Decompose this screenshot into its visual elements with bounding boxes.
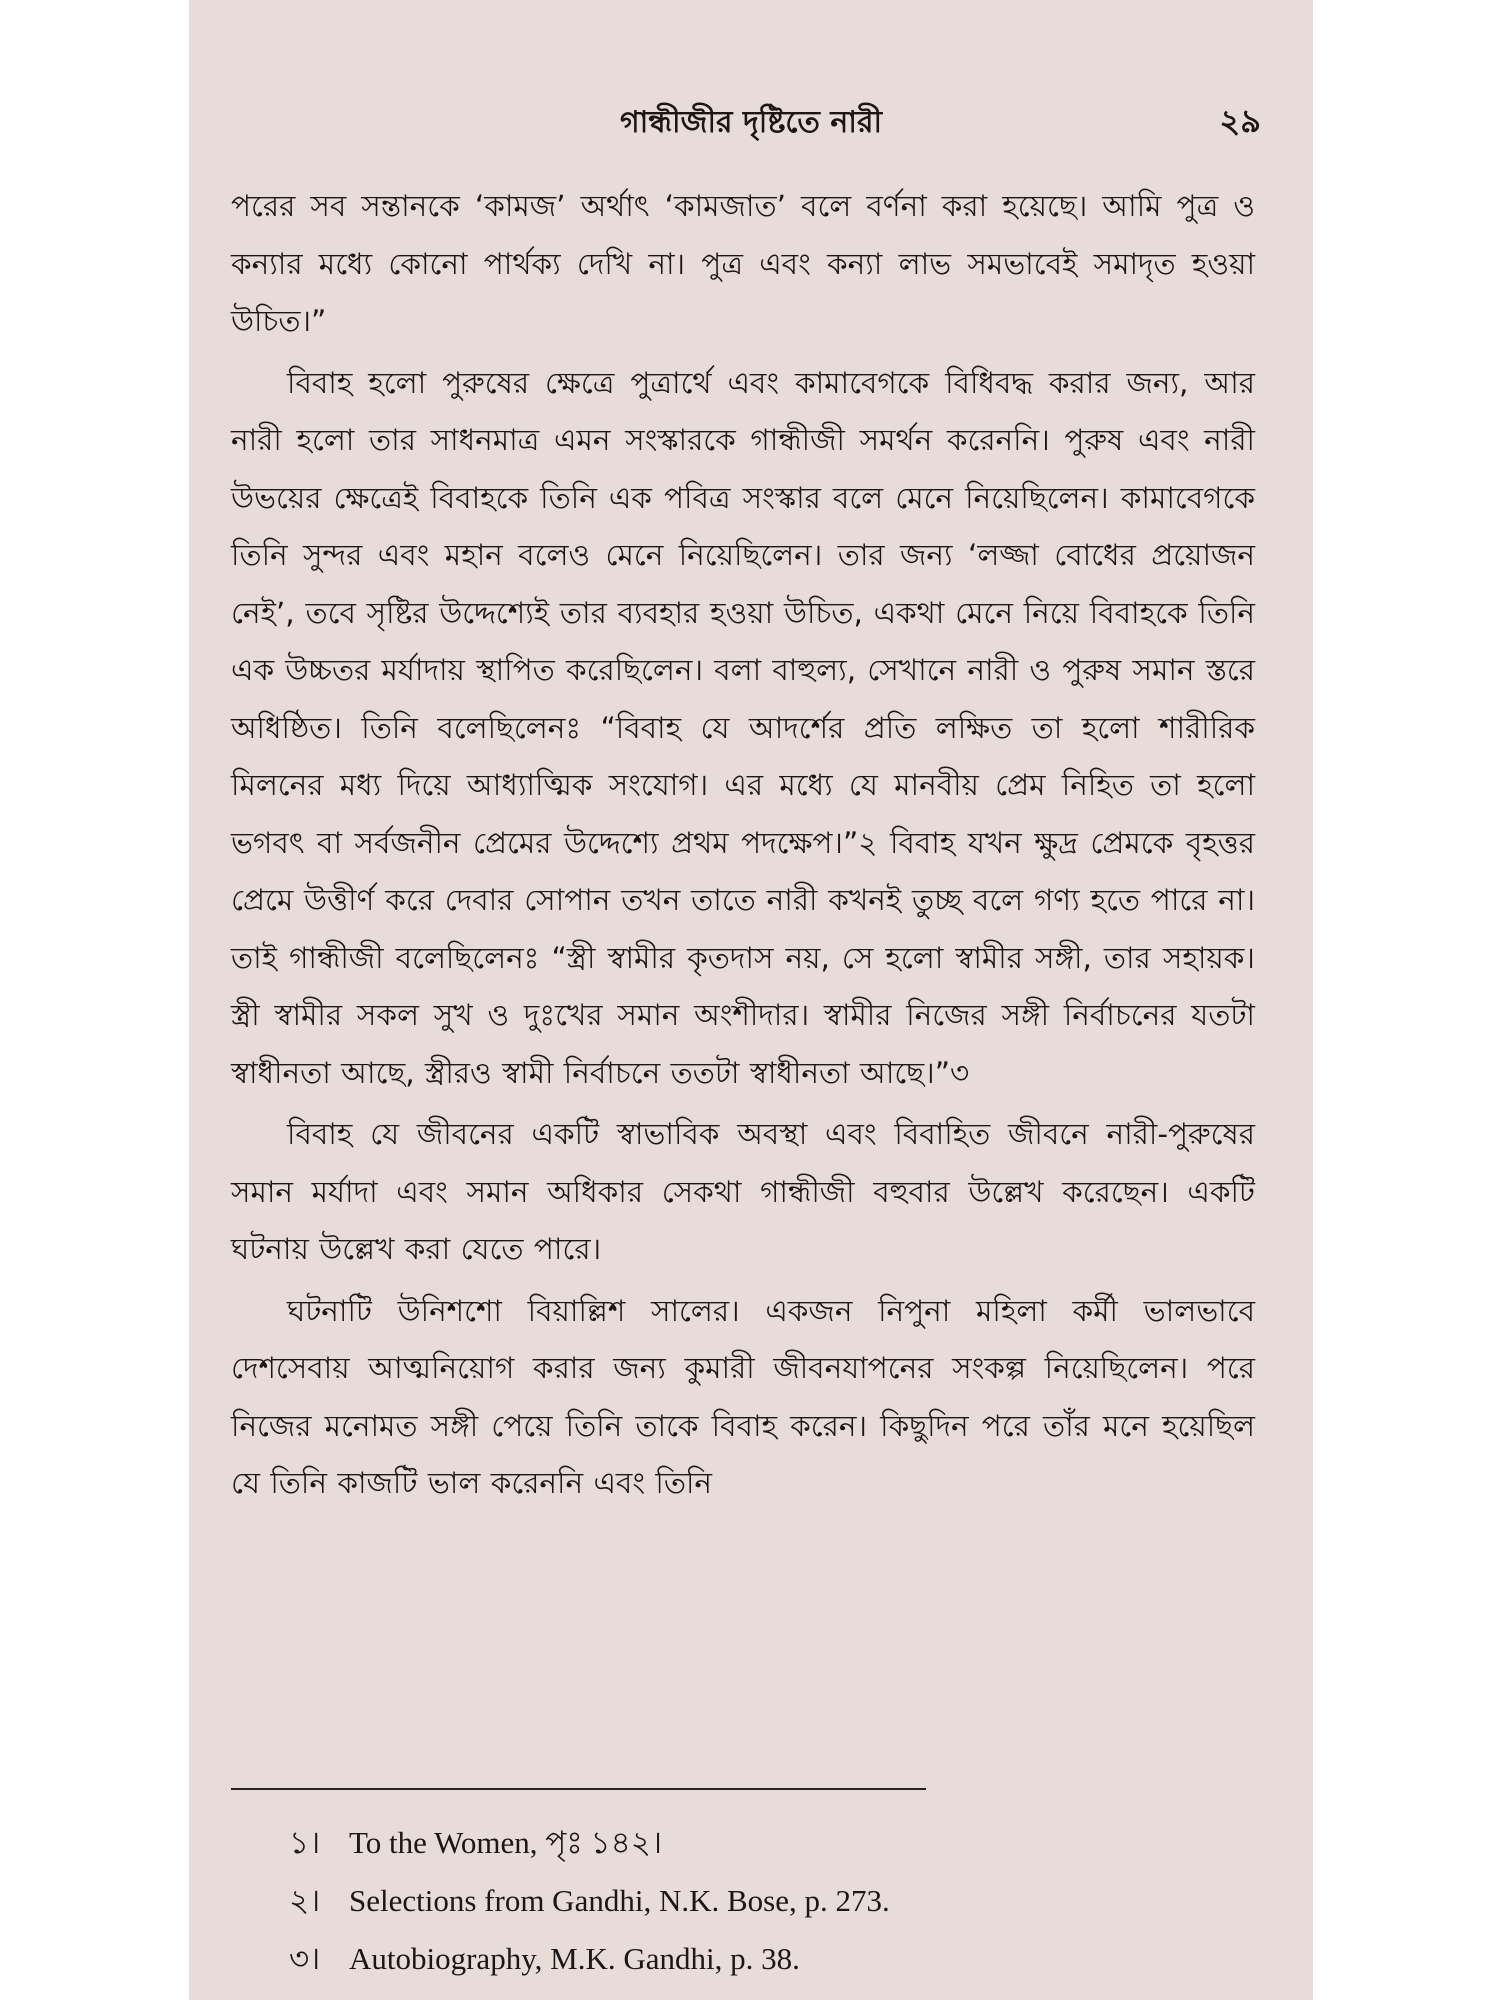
book-page — [189, 0, 1313, 2000]
footnote-text: To the Women, পৃঃ ১৪২। — [349, 1825, 663, 1860]
paragraph-marriage: বিবাহ হলো পুরুষের ক্ষেত্রে পুত্রার্থে এবং কামাবেগকে বিধিবদ্ধ করার জন্য, আর নারী হলো তার সাধনমাত্র এমন সংস্কারকে গান্ধীজী সমর্থন করেননি। পুরুষ এবং নারী উভয়ের ক্ষেত্রেই বিবাহকে তিনি এক পবিত্র সংস্কার বলে মেনে নিয়েছিলেন। কামাবেগকে তিনি সুন্দর এবং মহান বলেও মেনে নিয়েছিলেন। তার জন্য ‘লজ্জা বোধের প্রয়োজন নেই’, তবে সৃষ্টির উদ্দেশ্যেই তার ব্যবহার হওয়া উচিত, একথা মেনে নিয়ে বিবাহকে তিনি এক উচ্চতর মর্যাদায় স্থাপিত করেছিলেন। বলা বাহুল্য, সেখানে নারী ও পুরুষ সমান স্তরে অধিষ্ঠিত। তিনি বলেছিলেনঃ “বিবাহ যে আদর্শের প্রতি লক্ষিত তা হলো শারীরিক মিলনের মধ্য দিয়ে আধ্যাত্মিক সংযোগ। এর মধ্যে যে মানবীয় প্রেম নিহিত তা হলো ভগবৎ বা সর্বজনীন প্রেমের উদ্দেশ্যে প্রথম পদক্ষেপ।”২ বিবাহ যখন ক্ষুদ্র প্রেমকে বৃহত্তর প্রেমে উত্তীর্ণ করে দেবার সোপান তখন তাতে নারী কখনই তুচ্ছ বলে গণ্য হতে পারে না। তাই গান্ধীজী বলেছিলেনঃ “স্ত্রী স্বামীর কৃতদাস নয়, সে হলো স্বামীর সঙ্গী, তার সহায়ক। স্ত্রী স্বামীর সকল সুখ ও দুঃখের সমান অংশীদার। স্বামীর নিজের সঙ্গী নির্বাচনের যতটা স্বাধীনতা আছে, স্ত্রীরও স্বামী নির্বাচনে ততটা স্বাধীনতা আছে।”৩ — [231, 365, 1255, 1090]
footnote — [289, 1930, 1229, 1988]
footnote — [289, 1872, 1229, 1930]
body-text — [231, 178, 1255, 1517]
footnote-divider — [231, 1788, 926, 1790]
footnote — [289, 1814, 1229, 1872]
paragraph-equal-rights: বিবাহ যে জীবনের একটি স্বাভাবিক অবস্থা এবং বিবাহিত জীবনে নারী-পুরুষের সমান মর্যাদা এবং সমান অধিকার সেকথা গান্ধীজী বহুবার উল্লেখ করেছেন। একটি ঘটনায় উল্লেখ করা যেতে পারে। — [231, 1117, 1255, 1266]
footnote-number: ২। — [289, 1883, 321, 1918]
page-number: ২৯ — [1219, 102, 1261, 140]
running-header — [189, 92, 1313, 152]
footnotes — [289, 1814, 1229, 1988]
footnote-number: ১। — [289, 1825, 321, 1860]
paragraph-incident: ঘটনাটি উনিশশো বিয়াল্লিশ সালের। একজন নিপুনা মহিলা কর্মী ভালভাবে দেশসেবায় আত্মনিয়োগ করার জন্য কুমারী জীবনযাপনের সংকল্প নিয়েছিলেন। পরে নিজের মনোমত সঙ্গী পেয়ে তিনি তাকে বিবাহ করেন। কিছুদিন পরে তাঁর মনে হয়েছিল যে তিনি কাজটি ভাল করেননি এবং তিনি — [231, 1293, 1255, 1500]
running-title: গান্ধীজীর দৃষ্টিতে নারী — [619, 105, 883, 140]
footnote-number: ৩। — [289, 1941, 321, 1976]
footnote-text: Selections from Gandhi, N.K. Bose, p. 273. — [349, 1883, 890, 1918]
footnote-text: Autobiography, M.K. Gandhi, p. 38. — [349, 1941, 800, 1976]
paragraph-continuation: পরের সব সন্তানকে ‘কামজ’ অর্থাৎ ‘কামজাত’ বলে বর্ণনা করা হয়েছে। আমি পুত্র ও কন্যার মধ্যে কোনো পার্থক্য দেখি না। পুত্র এবং কন্যা লাভ সমভাবেই সমাদৃত হওয়া উচিত।” — [231, 189, 1255, 338]
